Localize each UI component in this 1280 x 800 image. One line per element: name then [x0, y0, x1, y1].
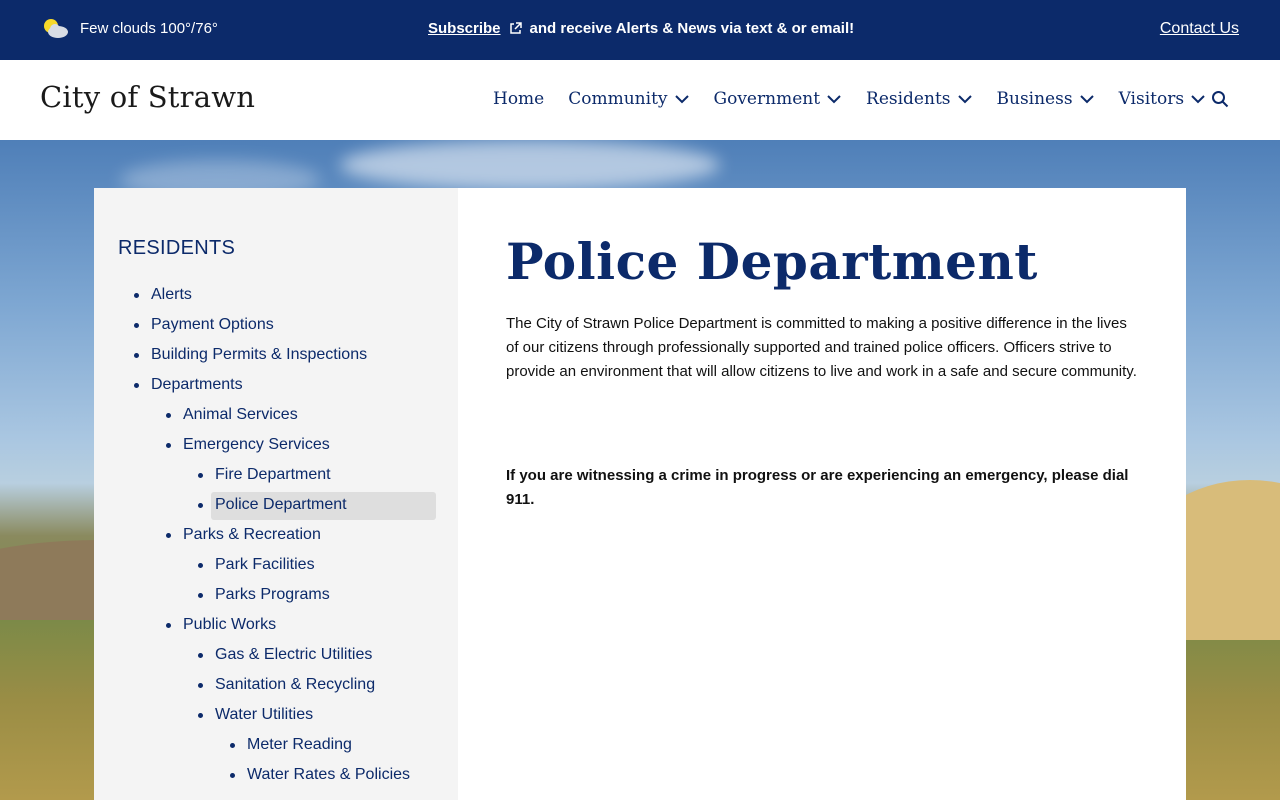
subscribe-link[interactable]: Subscribe [428, 20, 501, 37]
site-title[interactable]: City of Strawn [40, 80, 256, 114]
sidebar-nav [94, 188, 458, 800]
sidebar-item-label: Fire Department [215, 466, 331, 483]
nav-label: Residents [866, 89, 951, 109]
nav-label: Business [996, 89, 1073, 109]
sidebar-item[interactable] [94, 730, 458, 760]
bullet-icon [134, 293, 139, 298]
bullet-icon [198, 653, 203, 658]
sidebar-item-label: Emergency Services [183, 436, 330, 453]
sidebar-item[interactable] [94, 670, 458, 700]
emergency-notice: If you are witnessing a crime in progress or are experiencing an emergency, please dial 911. [506, 467, 1129, 508]
sidebar-item-label: Building Permits & Inspections [151, 346, 368, 363]
sidebar-item[interactable] [94, 340, 458, 370]
sidebar-item-label: Parks Programs [215, 586, 330, 603]
chevron-down-icon [1190, 94, 1206, 104]
sidebar-item[interactable] [94, 700, 458, 730]
sidebar-item-label: Water Rates & Policies [247, 766, 411, 783]
chevron-down-icon [957, 94, 973, 104]
bullet-icon [166, 623, 171, 628]
weather-text: Few clouds 100°/76° [80, 19, 218, 37]
bullet-icon [230, 743, 235, 748]
main-nav [493, 89, 1230, 109]
sidebar-item-label: Water Utilities [215, 706, 314, 723]
bullet-icon [134, 353, 139, 358]
bullet-icon [230, 773, 235, 778]
sidebar-item-label: Gas & Electric Utilities [215, 646, 373, 663]
chevron-down-icon [1079, 94, 1095, 104]
nav-government[interactable] [714, 89, 843, 109]
sidebar-item-label: Animal Services [183, 406, 298, 423]
chevron-down-icon [826, 94, 842, 104]
nav-label: Government [713, 89, 821, 109]
sidebar-item[interactable] [94, 460, 458, 490]
bullet-icon [166, 443, 171, 448]
bullet-icon [134, 383, 139, 388]
nav-label: Home [493, 89, 545, 109]
page-title: Police Department [506, 232, 1038, 291]
partly-cloudy-icon [42, 16, 70, 40]
sidebar-item[interactable] [94, 370, 458, 400]
sidebar-item[interactable] [94, 610, 458, 640]
sidebar-item-label: Public Works [183, 616, 277, 633]
sidebar-item[interactable] [94, 490, 458, 520]
bullet-icon [166, 533, 171, 538]
bullet-icon [198, 683, 203, 688]
sidebar-item-label: Alerts [151, 286, 192, 303]
bullet-icon [166, 413, 171, 418]
sidebar-item-label: Meter Reading [247, 736, 352, 753]
sidebar-item[interactable] [94, 520, 458, 550]
nav-label: Community [568, 89, 668, 109]
sidebar-item[interactable] [94, 640, 458, 670]
bullet-icon [198, 473, 203, 478]
sidebar-item-label: Parks & Recreation [183, 526, 321, 543]
sidebar-item-label: Payment Options [151, 316, 274, 333]
bullet-icon [198, 713, 203, 718]
nav-business[interactable] [997, 89, 1095, 109]
sidebar-item[interactable] [94, 550, 458, 580]
external-link-icon [509, 22, 522, 35]
cloud-shape [340, 140, 720, 190]
sidebar-item-label: Police Department [215, 496, 347, 513]
main-content [458, 188, 1186, 800]
weather-widget [42, 16, 218, 40]
bullet-icon [134, 323, 139, 328]
sidebar-item[interactable] [94, 430, 458, 460]
nav-visitors[interactable] [1119, 89, 1207, 109]
sidebar-item[interactable] [94, 400, 458, 430]
sidebar-item-label: Sanitation & Recycling [215, 676, 376, 693]
nav-home[interactable] [493, 89, 544, 109]
nav-label: Visitors [1118, 89, 1185, 109]
sidebar-list [94, 280, 458, 790]
search-button[interactable] [1211, 90, 1229, 113]
nav-residents[interactable] [866, 89, 972, 109]
top-bar [0, 0, 1280, 60]
bullet-icon [198, 593, 203, 598]
search-icon [1211, 90, 1229, 108]
sidebar-item-label: Departments [151, 376, 243, 393]
bullet-icon [198, 503, 203, 508]
bullet-icon [198, 563, 203, 568]
intro-paragraph: The City of Strawn Police Department is committed to making a positive difference in the lives of our citizens through professionally supported and trained police officers. Officers strive to provide an environment that will allow citizens to live and work in a safe and secure community. [506, 315, 1137, 380]
sidebar-item[interactable] [94, 280, 458, 310]
subscribe-banner [428, 20, 854, 37]
sidebar-item-label: Park Facilities [215, 556, 315, 573]
sidebar-item[interactable] [94, 760, 458, 790]
sidebar-title[interactable]: RESIDENTS [118, 237, 236, 259]
nav-community[interactable] [568, 89, 689, 109]
contact-us-link[interactable]: Contact Us [1159, 20, 1239, 37]
subscribe-text: and receive Alerts & News via text & or email! [529, 20, 855, 37]
sidebar-item[interactable] [94, 310, 458, 340]
sidebar-item[interactable] [94, 580, 458, 610]
site-header [0, 60, 1280, 140]
chevron-down-icon [674, 94, 690, 104]
